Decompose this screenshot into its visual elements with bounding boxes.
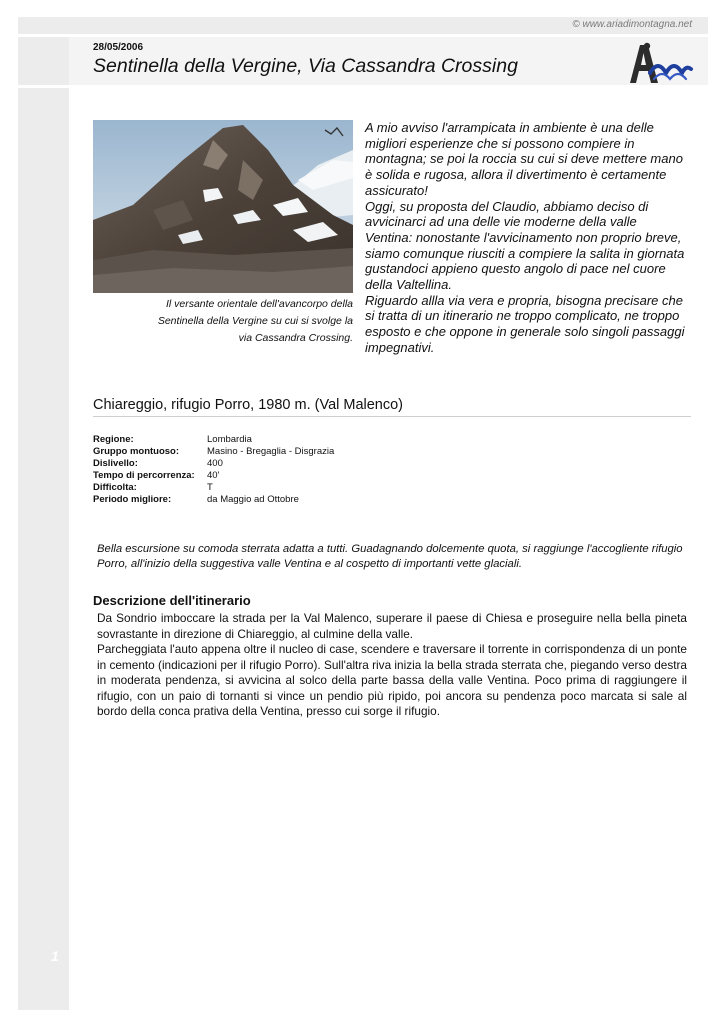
intro-paragraph: A mio avviso l'arrampicata in ambiente è una delle migliori esperienze che si possono compiere in montagna; se poi la roccia su cui si deve mettere mano è solida e rugosa, allora il divertimento è certamente assicurato! — [365, 120, 683, 198]
description-paragraph: Da Sondrio imboccare la strada per la Val Malenco, superare il paese di Chiesa e proseguire nella bella pineta sovrastante in direzione di Chiareggio, al culmine della valle. — [97, 611, 687, 641]
info-value: Lombardia — [207, 434, 252, 445]
table-row — [93, 482, 334, 494]
report-date: 28/05/2006 — [93, 42, 144, 53]
description-paragraph: Parcheggiata l'auto appena oltre il nucleo di case, scendere e traversare il torrente in corrispondenza di un ponte in cemento (indicazioni per il rifugio Porro). Sull'altra riva inizia la bella strada sterrata che, piegando verso destra in moderata pendenza, si avvicina al solco della parte bassa della valle Ventina. Poco prima di raggiungere il rifugio, con un paio di tornanti si vince un pendio più ripido, poi ancora su pendenza poco marcata si sale al bordo della conca prativa della Ventina, presso cui sorge il rifugio. — [97, 642, 687, 718]
route-description — [97, 611, 687, 720]
info-label: Regione: — [93, 434, 134, 445]
route-info-table — [93, 434, 334, 506]
table-row — [93, 470, 334, 482]
intro-paragraph: Oggi, su proposta del Claudio, abbiamo deciso di avvicinarci ad una delle vie moderne della valle Ventina: nonostante l'avvicinamento non proprio breve, siamo comunque riusciti a compiere la salita in giornata gustandoci appieno questo angolo di pace nel cuore della Valtellina. — [365, 198, 685, 293]
page-title: Sentinella della Vergine, Via Cassandra Crossing — [93, 55, 518, 77]
table-row — [93, 458, 334, 470]
info-value: da Maggio ad Ottobre — [207, 494, 299, 505]
top-bar — [18, 17, 708, 34]
info-label: Gruppo montuoso: — [93, 446, 180, 457]
ariadimontagna-logo-icon — [620, 39, 694, 85]
info-value: Masino - Bregaglia - Disgrazia — [207, 446, 335, 457]
info-value: 40' — [207, 470, 220, 481]
mountain-photo-icon — [93, 120, 353, 293]
table-row — [93, 494, 334, 506]
intro-text — [365, 120, 687, 356]
location-divider — [93, 416, 691, 417]
location-heading: Chiareggio, rifugio Porro, 1980 m. (Val Malenco) — [93, 397, 404, 413]
page-number: 1 — [51, 948, 59, 964]
route-summary: Bella escursione su comoda sterrata adatta a tutti. Guadagnando dolcemente quota, si raggiunge l'accogliente rifugio Porro, all'inizio della suggestiva valle Ventina e al cospetto di importanti vette glaciali. — [97, 543, 683, 570]
strip-divider — [18, 85, 69, 88]
photo-caption: Il versante orientale dell'avancorpo della Sentinella della Vergine su cui si svolge la via Cassandra Crossing. — [157, 298, 353, 344]
left-margin-strip — [18, 37, 69, 1010]
site-credit: © www.ariadimontagna.net — [572, 19, 692, 30]
table-row — [93, 446, 334, 458]
description-heading: Descrizione dell'itinerario — [93, 593, 251, 608]
info-label: Tempo di percorrenza: — [93, 470, 195, 481]
info-value: T — [207, 482, 213, 493]
document-header — [69, 37, 708, 85]
info-label: Dislivello: — [93, 458, 138, 469]
table-row — [93, 434, 334, 446]
info-label: Difficolta: — [93, 482, 137, 493]
intro-paragraph: Riguardo allla via vera e propria, bisogna precisare che si tratta di un itinerario ne troppo complicato, ne troppo esposto e che oppone in generale solo singoli passaggi impegnativi. — [365, 292, 685, 355]
info-label: Periodo migliore: — [93, 494, 172, 505]
info-value: 400 — [207, 458, 223, 469]
